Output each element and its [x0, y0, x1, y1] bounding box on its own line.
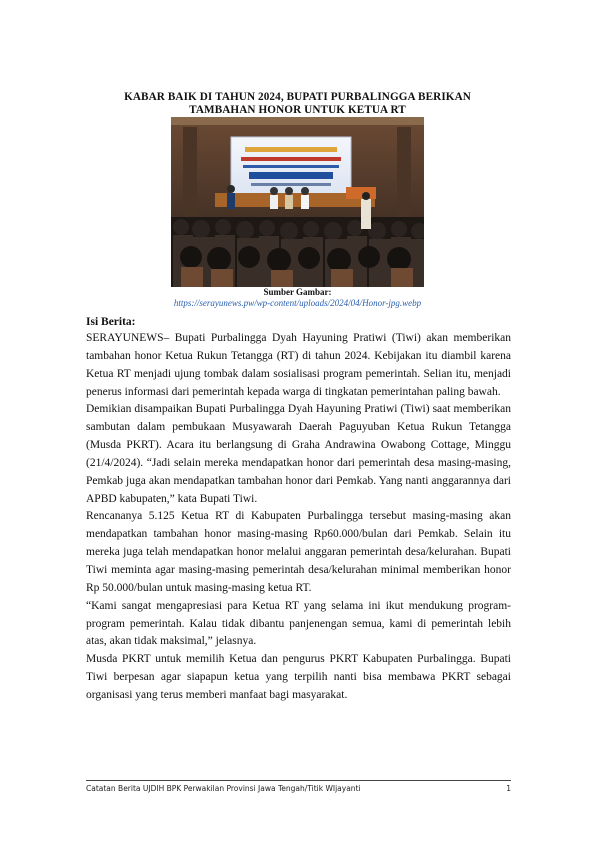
title-line-2: TAMBAHAN HONOR UNTUK KETUA RT	[189, 104, 406, 116]
image-caption	[100, 287, 495, 308]
paragraph: Rencananya 5.125 Ketua RT di Kabupaten Purbalingga tersebut masing-masing akan mendapatkan tambahan honor masing-masing Rp60.000/bulan dari Pemkab. Selain itu mereka juga telah mendapatkan honor melalui anggaran pemerintah desa/kelurahan. Bupati Tiwi meminta agar masing-masing pemerintah desa/kelurahan minimal memberikan honor Rp 50.000/bulan untuk masing-masing ketua RT.	[86, 510, 511, 594]
paragraph: “Kami sangat mengapresiasi para Ketua RT yang selama ini ikut mendukung program-program pemerintah. Kalau tidak dibantu panjenengan semua, kami di pemerintah lebih atas, akan tidak maksimal,” jelasnya.	[86, 599, 511, 648]
footer-text: Catatan Berita UJDIH BPK Perwakilan Provinsi Jawa Tengah/Titik WIjayanti	[86, 784, 361, 793]
article-title	[80, 91, 515, 117]
footer-divider	[86, 780, 511, 781]
title-line-1: KABAR BAIK DI TAHUN 2024, BUPATI PURBALINGGA BERIKAN	[124, 91, 471, 103]
event-photo	[171, 117, 424, 287]
caption-source-link[interactable]: https://serayunews.pw/wp-content/uploads/2024/04/Honor-jpg.webp	[173, 297, 422, 308]
page-footer	[86, 784, 511, 794]
article-body	[86, 330, 511, 705]
paragraph: SERAYUNEWS– Bupati Purbalingga Dyah Hayuning Pratiwi (Tiwi) akan memberikan tambahan honor Ketua Rukun Tetangga (RT) di tahun 2024. Kebijakan itu diambil karena Ketua RT menjadi ujung tombak dalam sosialisasi program pemerintah. Selian itu, menjadi penerus informasi dari pemerintah kepada warga di tingkatan pemerintahan paling bawah.	[86, 332, 511, 398]
paragraph: Demikian disampaikan Bupati Purbalingga Dyah Hayuning Pratiwi (Tiwi) saat memberikan sambutan dalam pembukaan Musyawarah Daerah Paguyuban Ketua Rukun Tetangga (Musda PKRT). Acara itu berlangsung di Graha Andrawina Owabong Cottage, Minggu (21/4/2024). “Jadi selain mereka mendapatkan honor dari pemerintah desa masing-masing, Pemkab juga akan mendapatkan tambahan honor dari Pemkab. Yang nanti anggarannya dari APBD kabupaten,” kata Bupati Tiwi.	[86, 403, 511, 505]
caption-label: Sumber Gambar:	[263, 287, 332, 297]
section-heading: Isi Berita:	[86, 316, 136, 328]
event-photo-illustration	[171, 117, 424, 287]
paragraph: Musda PKRT untuk memilih Ketua dan pengurus PKRT Kabupaten Purbalingga. Bupati Tiwi berpesan agar siapapun ketua yang terpilih nanti bisa membawa PKRT sebagai organisasi yang terus memberi manfaat bagi masyarakat.	[86, 653, 511, 701]
page-number: 1	[506, 784, 511, 793]
